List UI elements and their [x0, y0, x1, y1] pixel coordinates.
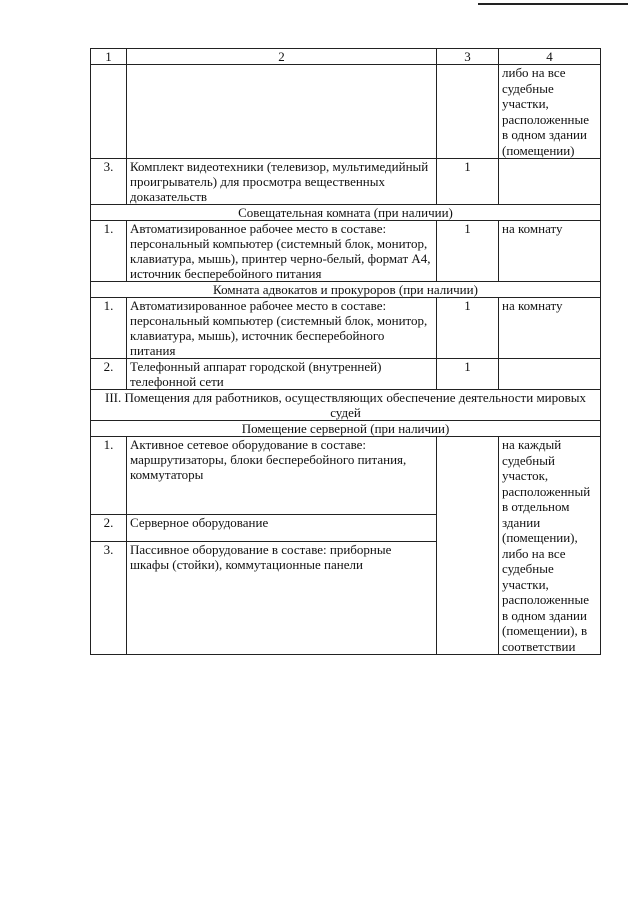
row-number: 2. [91, 514, 127, 541]
row-note: на комнату [499, 298, 601, 359]
section-row [91, 282, 601, 298]
section-row [91, 421, 601, 437]
row-quantity: 1 [437, 359, 499, 390]
row-quantity: 1 [437, 159, 499, 205]
section-row [91, 390, 601, 421]
col-header-1: 1 [91, 49, 127, 65]
section-title: Комната адвокатов и прокуроров (при наличии) [91, 282, 601, 298]
row-quantity: 1 [437, 298, 499, 359]
col-header-2: 2 [127, 49, 437, 65]
row-description: Активное сетевое оборудование в составе: маршрутизаторы, блоки бесперебойного питания, коммутаторы [127, 437, 437, 515]
row-quantity: 1 [437, 221, 499, 282]
top-rule [478, 3, 628, 5]
continued-note: либо на все судебные участки, расположенные в одном здании (помещении) [499, 65, 601, 159]
section-title: III. Помещения для работников, осуществляющих обеспечение деятельности мировых судей [91, 390, 601, 421]
equipment-table [90, 48, 601, 655]
table-row [91, 221, 601, 282]
row-description: Автоматизированное рабочее место в составе: персональный компьютер (системный блок, монитор, клавиатура, мышь), источник бесперебойного питания [127, 298, 437, 359]
row-description: Комплект видеотехники (телевизор, мультимедийный проигрыватель) для просмотра вещественных доказательств [127, 159, 437, 205]
row-number: 1. [91, 437, 127, 515]
row-description: Пассивное оборудование в составе: приборные шкафы (стойки), коммутационные панели [127, 542, 437, 655]
section-row [91, 205, 601, 221]
table-row [91, 298, 601, 359]
row-description: Телефонный аппарат городской (внутренней) телефонной сети [127, 359, 437, 390]
row-number: 3. [91, 159, 127, 205]
header-row [91, 49, 601, 65]
col-header-3: 3 [437, 49, 499, 65]
row-note: на комнату [499, 221, 601, 282]
row-description: Серверное оборудование [127, 514, 437, 541]
server-note: на каждый судебный участок, расположенный в отдельном здании (помещении), либо на все судебные участки, расположенные в одном здании (помещении), в соответствии [499, 437, 601, 655]
row-description: Автоматизированное рабочее место в составе: персональный компьютер (системный блок, монитор, клавиатура, мышь), принтер черно-белый, формат А4, источник бесперебойного питания [127, 221, 437, 282]
table-row [91, 359, 601, 390]
row-number: 1. [91, 221, 127, 282]
table-row [91, 437, 601, 515]
table-row [91, 159, 601, 205]
col-header-4: 4 [499, 49, 601, 65]
table-row [91, 65, 601, 159]
row-number: 3. [91, 542, 127, 655]
section-title: Совещательная комната (при наличии) [91, 205, 601, 221]
row-number: 1. [91, 298, 127, 359]
section-title: Помещение серверной (при наличии) [91, 421, 601, 437]
row-number: 2. [91, 359, 127, 390]
